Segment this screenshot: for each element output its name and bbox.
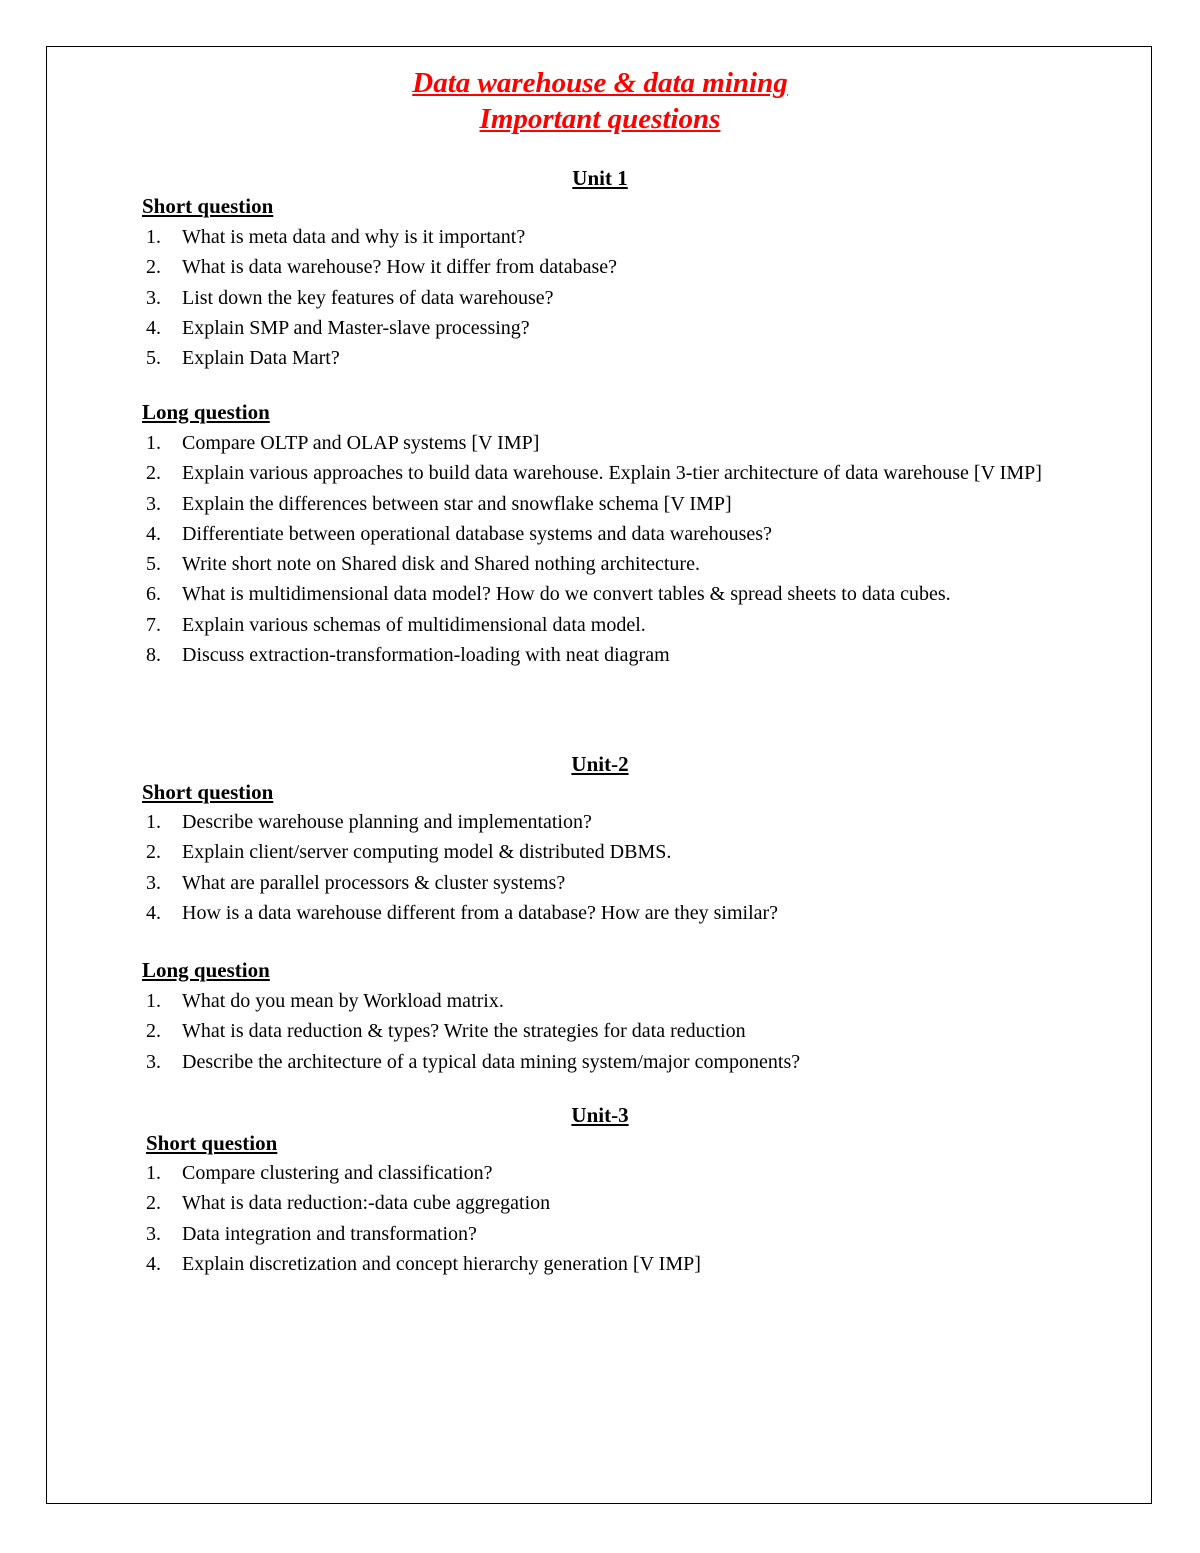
question-text: Describe the architecture of a typical data mining system/major components? — [182, 1050, 801, 1073]
question-number: 2. — [146, 462, 161, 485]
unit-1-long-question-list — [142, 430, 1042, 672]
question-text: Describe warehouse planning and implementation? — [182, 811, 592, 833]
question-number: 1. — [146, 432, 161, 454]
question-text: What is data reduction:-data cube aggregation — [182, 1192, 551, 1215]
question-number: 4. — [146, 901, 161, 924]
question-number: 6. — [146, 583, 161, 606]
question-item — [142, 1160, 1042, 1186]
question-text: Explain Data Mart? — [182, 347, 340, 370]
question-item — [142, 521, 1042, 547]
question-number: 5. — [146, 553, 161, 576]
unit-1-long-question-heading: Long question — [142, 400, 270, 424]
unit-1-short-question-list — [142, 224, 1042, 375]
question-text: What is multidimensional data model? How do we convert tables & spread sheets to data cubes. — [182, 583, 951, 606]
unit-2-short-question-list — [142, 809, 1042, 930]
question-item — [142, 551, 1042, 577]
question-text: Differentiate between operational database systems and data warehouses? — [182, 522, 772, 545]
question-item — [142, 224, 1042, 250]
question-number: 4. — [146, 522, 161, 545]
question-number: 3. — [146, 1222, 161, 1245]
question-item — [142, 345, 1042, 371]
question-number: 3. — [146, 871, 161, 894]
unit-2-heading: Unit-2 — [571, 752, 629, 776]
question-item — [142, 1049, 1042, 1075]
question-item — [142, 839, 1042, 865]
question-number: 3. — [146, 492, 161, 515]
question-item — [142, 870, 1042, 896]
question-item — [142, 254, 1042, 280]
document-title-line-1: Data warehouse & data mining — [412, 67, 788, 99]
question-text: Explain discretization and concept hierarchy generation [V IMP] — [182, 1252, 701, 1275]
question-item — [142, 430, 1042, 456]
question-number: 4. — [146, 316, 161, 339]
unit-2-short-question-heading: Short question — [142, 780, 274, 804]
question-item — [142, 285, 1042, 311]
unit-1-heading: Unit 1 — [572, 166, 628, 190]
question-item — [142, 809, 1042, 835]
question-number: 2. — [146, 1192, 161, 1215]
question-item — [142, 581, 1042, 607]
question-number: 1. — [146, 226, 161, 248]
question-item — [142, 1251, 1042, 1277]
question-text: Explain various approaches to build data warehouse. Explain 3-tier architecture of data warehouse [V IMP] — [182, 462, 1042, 485]
question-number: 8. — [146, 644, 161, 667]
question-text: Explain various schemas of multidimensional data model. — [182, 613, 646, 636]
question-number: 4. — [146, 1252, 161, 1275]
question-item — [142, 315, 1042, 341]
question-text: Data integration and transformation? — [182, 1222, 477, 1245]
question-item — [142, 1018, 1042, 1044]
question-text: Explain the differences between star and snowflake schema [V IMP] — [182, 492, 732, 515]
question-text: What do you mean by Workload matrix. — [182, 990, 504, 1012]
question-number: 2. — [146, 841, 161, 864]
question-text: What is data warehouse? How it differ from database? — [182, 256, 618, 279]
unit-3-short-question-heading: Short question — [146, 1131, 278, 1155]
question-number: 1. — [146, 811, 161, 833]
unit-3-short-question-list — [142, 1160, 1042, 1281]
question-item — [142, 491, 1042, 517]
question-number: 1. — [146, 990, 161, 1012]
question-item — [142, 988, 1042, 1014]
unit-1-short-question-heading: Short question — [142, 194, 274, 218]
question-text: Write short note on Shared disk and Shared nothing architecture. — [182, 553, 700, 576]
question-text: Discuss extraction-transformation-loading with neat diagram — [182, 644, 670, 667]
question-number: 3. — [146, 286, 161, 309]
question-item — [142, 900, 1042, 926]
unit-2-long-question-heading: Long question — [142, 958, 270, 982]
question-text: Explain SMP and Master-slave processing? — [182, 316, 530, 339]
question-number: 3. — [146, 1050, 161, 1073]
question-number: 1. — [146, 1162, 161, 1184]
question-text: What are parallel processors & cluster systems? — [182, 871, 566, 894]
question-number: 2. — [146, 1020, 161, 1043]
question-text: What is data reduction & types? Write the strategies for data reduction — [182, 1020, 746, 1043]
question-number: 2. — [146, 256, 161, 279]
question-text: How is a data warehouse different from a database? How are they similar? — [182, 901, 779, 924]
question-item — [142, 460, 1042, 486]
unit-2-long-question-list — [142, 988, 1042, 1079]
question-item — [142, 642, 1042, 668]
question-item — [142, 1221, 1042, 1247]
question-text: Explain client/server computing model & distributed DBMS. — [182, 841, 672, 864]
question-text: What is meta data and why is it important? — [182, 226, 526, 248]
question-text: Compare OLTP and OLAP systems [V IMP] — [182, 432, 540, 454]
question-item — [142, 1190, 1042, 1216]
question-number: 5. — [146, 347, 161, 370]
unit-3-heading: Unit-3 — [571, 1103, 629, 1127]
question-text: List down the key features of data warehouse? — [182, 286, 554, 309]
document-title-line-2: Important questions — [479, 103, 721, 135]
question-item — [142, 612, 1042, 638]
question-text: Compare clustering and classification? — [182, 1162, 493, 1184]
question-number: 7. — [146, 613, 161, 636]
